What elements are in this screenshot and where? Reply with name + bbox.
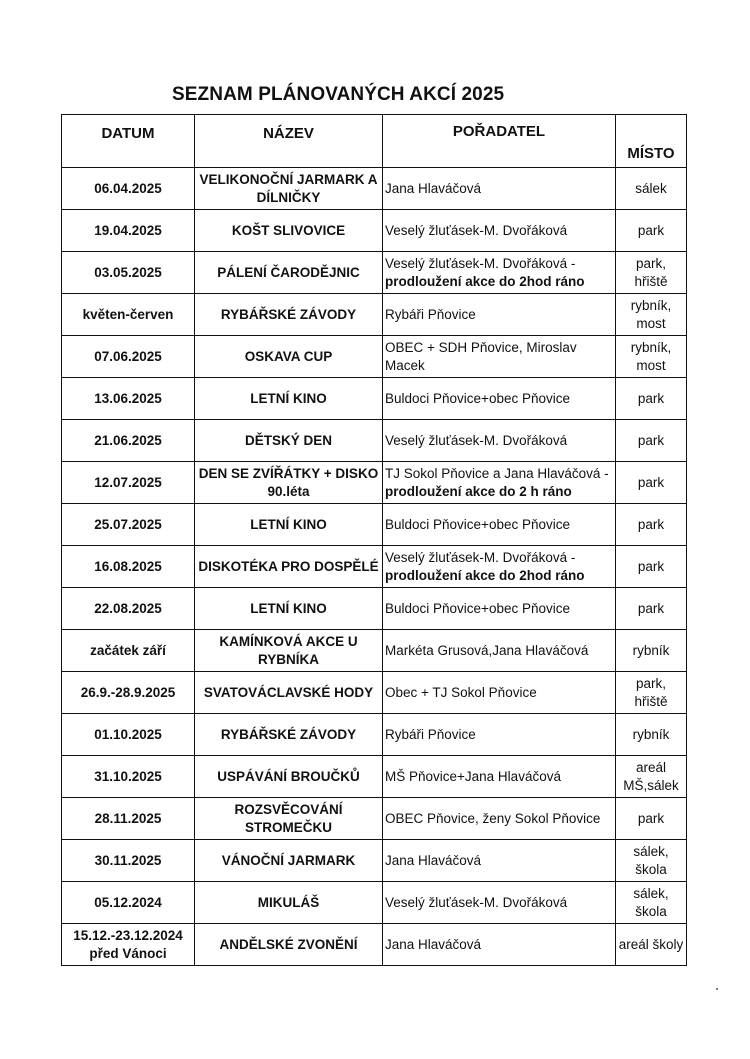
event-place: rybník [616,714,687,756]
organizer-text: MŠ Pňovice+Jana Hlaváčová [385,768,561,784]
organizer-text: Markéta Grusová,Jana Hlaváčová [385,642,589,658]
event-organizer [383,210,616,252]
table-row [62,252,687,294]
organizer-text: Jana Hlaváčová [385,180,482,196]
event-name [195,168,383,210]
event-place: park [616,462,687,504]
organizer-text: Buldoci Pňovice+obec Pňovice [385,516,570,532]
table-row [62,546,687,588]
event-name [195,798,383,840]
event-name-text: LETNÍ KINO [250,600,327,616]
events-table [61,114,687,966]
event-name [195,546,383,588]
event-organizer [383,714,616,756]
table-row [62,462,687,504]
event-date: 31.10.2025 [62,756,195,798]
event-name [195,756,383,798]
event-date: 06.04.2025 [62,168,195,210]
event-place: park [616,504,687,546]
event-organizer [383,840,616,882]
organizer-text: Buldoci Pňovice+obec Pňovice [385,390,570,406]
event-name-text: KOŠT SLIVOVICE [231,222,346,238]
event-organizer [383,252,616,294]
table-header-row [62,115,687,168]
event-place: areál MŠ,sálek [616,756,687,798]
event-name-text: DĚTSKÝ DEN [244,432,332,448]
column-header-place: MÍSTO [616,115,687,168]
event-organizer [383,504,616,546]
event-name [195,378,383,420]
table-row [62,336,687,378]
event-place: park [616,588,687,630]
event-name-text: RYBÁŘSKÉ ZÁVODY [220,306,357,322]
event-name [195,924,383,966]
event-date: 21.06.2025 [62,420,195,462]
event-organizer [383,378,616,420]
table-row [62,714,687,756]
event-date: 19.04.2025 [62,210,195,252]
table-row [62,630,687,672]
table-row [62,378,687,420]
event-place: rybník [616,630,687,672]
event-organizer [383,756,616,798]
event-name-text: DISKOTÉKA PRO DOSPĚLÉ [198,558,379,574]
event-organizer [383,462,616,504]
organizer-text: OBEC + SDH Pňovice, Miroslav Macek [385,339,577,373]
event-place: sálek [616,168,687,210]
scan-speck [716,988,718,990]
event-name [195,882,383,924]
column-header-organizer: POŘADATEL [383,115,616,168]
event-name [195,462,383,504]
event-organizer [383,798,616,840]
table-row [62,210,687,252]
event-name-text: ROZSVĚCOVÁNÍ STROMEČKU [234,801,343,835]
event-name-text: VELIKONOČNÍ JARMARK A DÍLNIČKY [199,171,378,205]
event-place: park, hřiště [616,672,687,714]
event-date: 05.12.2024 [62,882,195,924]
organizer-note: prodloužení akce do 2hod ráno [385,567,585,583]
table-row [62,840,687,882]
event-name-text: DEN SE ZVÍŘÁTKY + DISKO 90.léta [198,465,379,499]
event-date: květen-červen [62,294,195,336]
organizer-text: Veselý žluťásek-M. Dvořáková - [385,255,576,271]
event-date: 28.11.2025 [62,798,195,840]
event-name-text: LETNÍ KINO [250,516,327,532]
organizer-text: Veselý žluťásek-M. Dvořáková - [385,549,576,565]
event-place: park [616,210,687,252]
event-name [195,504,383,546]
table-row [62,420,687,462]
event-name [195,294,383,336]
event-place: areál školy [616,924,687,966]
table-row [62,168,687,210]
table-row [62,756,687,798]
event-name-text: USPÁVÁNÍ BROUČKŮ [217,768,360,784]
event-date: 12.07.2025 [62,462,195,504]
event-name-text: LETNÍ KINO [250,390,327,406]
organizer-text: Rybáři Pňovice [385,726,476,742]
event-place: rybník, most [616,336,687,378]
event-organizer [383,924,616,966]
event-organizer [383,420,616,462]
event-date: 01.10.2025 [62,714,195,756]
event-organizer [383,336,616,378]
event-name-text: KAMÍNKOVÁ AKCE U RYBNÍKA [219,633,358,667]
organizer-text: Veselý žluťásek-M. Dvořáková [385,222,568,238]
event-name [195,840,383,882]
event-date: 22.08.2025 [62,588,195,630]
event-date: 13.06.2025 [62,378,195,420]
event-place: park [616,798,687,840]
column-header-name: NÁZEV [195,115,383,168]
event-organizer [383,882,616,924]
event-name-text: PÁLENÍ ČARODĚJNIC [217,264,360,280]
organizer-text: Jana Hlaváčová [385,936,482,952]
table-row [62,672,687,714]
event-date: 03.05.2025 [62,252,195,294]
table-row [62,882,687,924]
event-name [195,630,383,672]
event-date: 25.07.2025 [62,504,195,546]
event-date: 30.11.2025 [62,840,195,882]
event-name [195,210,383,252]
event-name-text: SVATOVÁCLAVSKÉ HODY [203,684,374,700]
event-organizer [383,294,616,336]
organizer-text: Jana Hlaváčová [385,852,482,868]
event-date: začátek září [62,630,195,672]
event-name [195,588,383,630]
event-name [195,714,383,756]
event-place: park, hřiště [616,252,687,294]
event-organizer [383,588,616,630]
event-name [195,252,383,294]
event-organizer [383,672,616,714]
event-name-text: VÁNOČNÍ JARMARK [221,852,356,868]
table-row [62,504,687,546]
event-place: park [616,546,687,588]
event-place: park [616,420,687,462]
organizer-note: prodloužení akce do 2hod ráno [385,273,585,289]
event-organizer [383,630,616,672]
organizer-text: Buldoci Pňovice+obec Pňovice [385,600,570,616]
event-name-text: RYBÁŘSKÉ ZÁVODY [220,726,357,742]
event-name [195,672,383,714]
event-date: 07.06.2025 [62,336,195,378]
column-header-date: DATUM [62,115,195,168]
organizer-text: Veselý žluťásek-M. Dvořáková [385,432,568,448]
event-date: 15.12.-23.12.2024 před Vánoci [62,924,195,966]
organizer-text: Rybáři Pňovice [385,306,476,322]
event-name [195,336,383,378]
event-place: sálek, škola [616,840,687,882]
table-body [62,168,687,966]
event-name [195,420,383,462]
event-name-text: OSKAVA CUP [244,348,333,364]
organizer-note: prodloužení akce do 2 h ráno [385,483,572,499]
event-date: 16.08.2025 [62,546,195,588]
event-date: 26.9.-28.9.2025 [62,672,195,714]
event-place: rybník, most [616,294,687,336]
table-row [62,588,687,630]
event-name-text: ANDĚLSKÉ ZVONĚNÍ [219,936,358,952]
table-row [62,294,687,336]
event-place: park [616,378,687,420]
event-place: sálek, škola [616,882,687,924]
organizer-text: TJ Sokol Pňovice a Jana Hlaváčová - [385,465,609,481]
event-organizer [383,546,616,588]
event-organizer [383,168,616,210]
organizer-text: Veselý žluťásek-M. Dvořáková [385,894,568,910]
table-row [62,798,687,840]
document-title: SEZNAM PLÁNOVANÝCH AKCÍ 2025 [172,84,505,105]
organizer-text: OBEC Pňovice, ženy Sokol Pňovice [385,810,601,826]
organizer-text: Obec + TJ Sokol Pňovice [385,684,537,700]
table-row [62,924,687,966]
event-name-text: MIKULÁŠ [257,894,320,910]
